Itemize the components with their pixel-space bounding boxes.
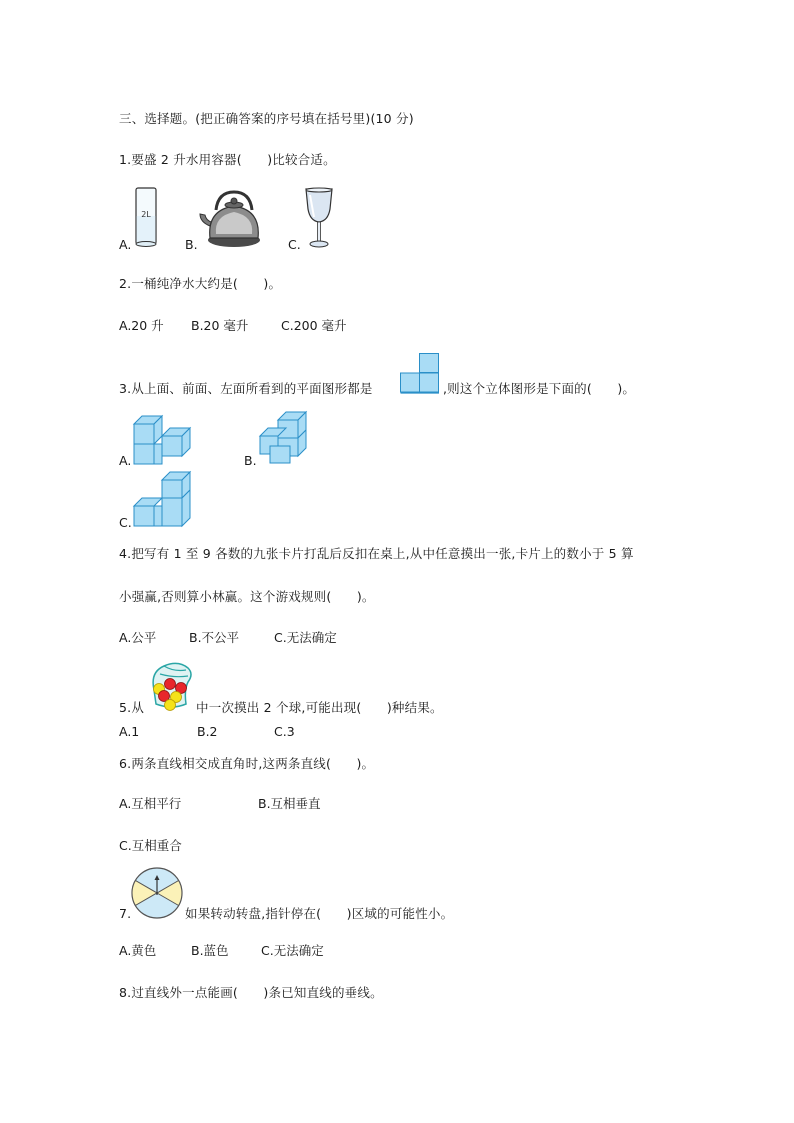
q6-option-b[interactable]: B.互相垂直 <box>258 796 321 811</box>
q6-text: 6.两条直线相交成直角时,这两条直线( )。 <box>119 756 375 771</box>
plane-view-figure <box>399 352 441 396</box>
q3-option-b[interactable]: B. <box>244 453 257 468</box>
glass-icon <box>133 186 159 248</box>
q3-option-a[interactable]: A. <box>119 453 132 468</box>
section-heading: 三、选择题。(把正确答案的序号填在括号里)(10 分) <box>119 111 414 126</box>
q2-option-a[interactable]: A.20 升 <box>119 318 164 333</box>
q1-option-b[interactable]: B. <box>185 237 198 252</box>
q3-text-before: 3.从上面、前面、左面所看到的平面图形都是 <box>119 381 373 396</box>
wine-glass-icon <box>302 187 336 249</box>
kettle-icon <box>198 188 264 250</box>
q4-line2: 小强赢,否则算小林赢。这个游戏规则( )。 <box>119 589 375 604</box>
q5-suffix: 中一次摸出 2 个球,可能出现( )种结果。 <box>196 700 443 715</box>
q3-text-after: ,则这个立体图形是下面的( )。 <box>443 381 636 396</box>
q6-option-a[interactable]: A.互相平行 <box>119 796 182 811</box>
q2-option-b[interactable]: B.20 毫升 <box>191 318 249 333</box>
q7-option-b[interactable]: B.蓝色 <box>191 943 229 958</box>
q4-option-c[interactable]: C.无法确定 <box>274 630 337 645</box>
q7-option-c[interactable]: C.无法确定 <box>261 943 324 958</box>
q4-option-a[interactable]: A.公平 <box>119 630 157 645</box>
q7-suffix: 如果转动转盘,指针停在( )区域的可能性小。 <box>185 906 454 921</box>
q8-text: 8.过直线外一点能画( )条已知直线的垂线。 <box>119 985 383 1000</box>
q5-option-b[interactable]: B.2 <box>197 724 218 739</box>
cube-figure-b <box>258 410 308 466</box>
q1-option-a[interactable]: A. <box>119 237 132 252</box>
q5-option-c[interactable]: C.3 <box>274 724 295 739</box>
q1-option-c[interactable]: C. <box>288 237 301 252</box>
glass-label: 2L <box>141 210 151 219</box>
q4-option-b[interactable]: B.不公平 <box>189 630 240 645</box>
q3-option-c[interactable]: C. <box>119 515 132 530</box>
cube-figure-a <box>132 414 192 466</box>
q2-text: 2.一桶纯净水大约是( )。 <box>119 276 282 291</box>
cube-figure-c <box>132 470 192 528</box>
q4-line1: 4.把写有 1 至 9 各数的九张卡片打乱后反扣在桌上,从中任意摸出一张,卡片上的数小于 5 算 <box>119 546 634 561</box>
ball-bag-icon <box>148 660 194 712</box>
q7-option-a[interactable]: A.黄色 <box>119 943 157 958</box>
spinner-icon <box>130 866 184 920</box>
q6-option-c[interactable]: C.互相重合 <box>119 838 182 853</box>
q5-option-a[interactable]: A.1 <box>119 724 140 739</box>
q5-prefix: 5.从 <box>119 700 145 715</box>
q1-text: 1.要盛 2 升水用容器( )比较合适。 <box>119 152 336 167</box>
q7-prefix: 7. <box>119 906 132 921</box>
q2-option-c[interactable]: C.200 毫升 <box>281 318 347 333</box>
